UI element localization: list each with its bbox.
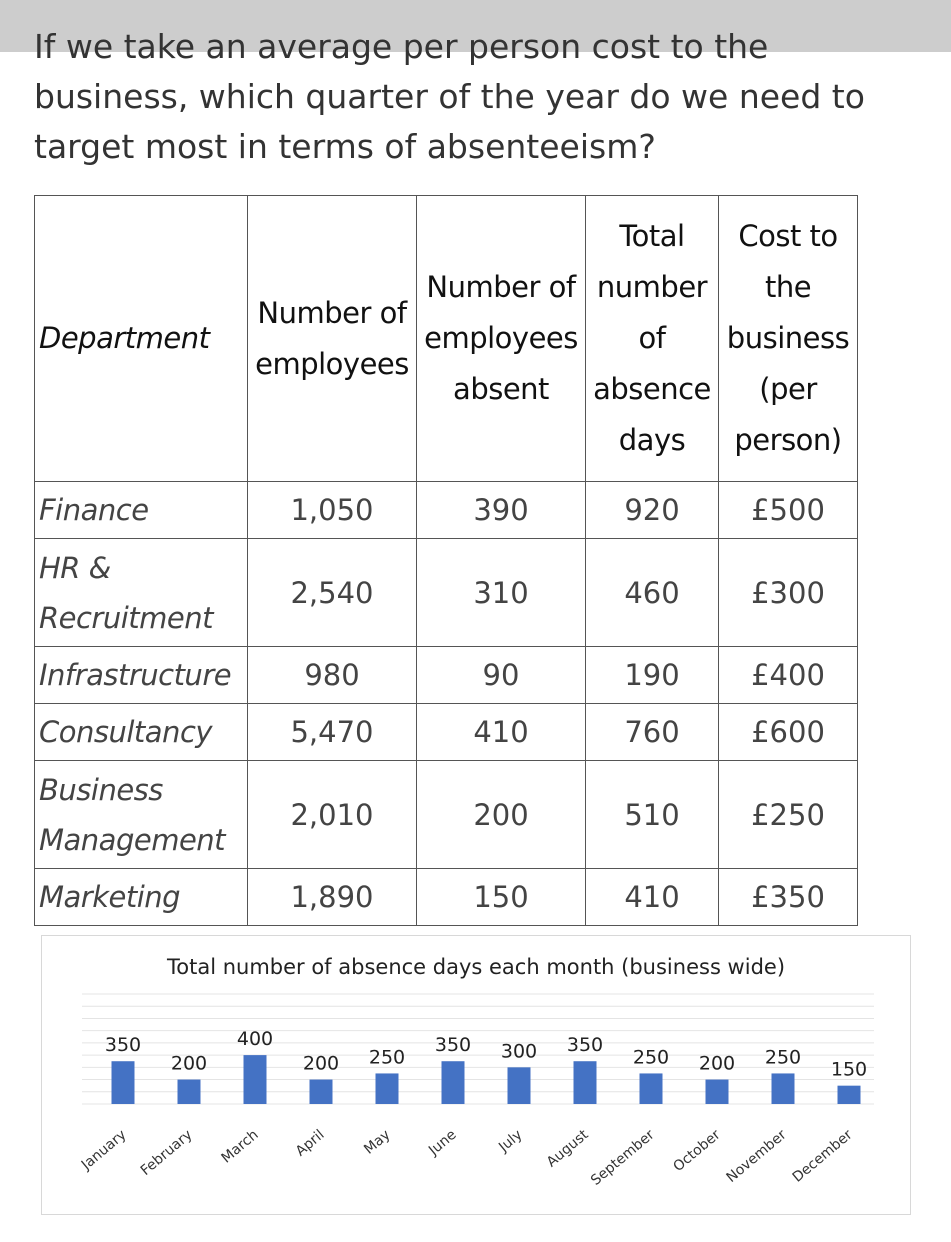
cell-cost: £250: [719, 761, 858, 869]
data-label: 200: [170, 1052, 208, 1075]
category-label: August: [543, 1126, 592, 1171]
category-label: May: [361, 1126, 394, 1158]
data-label: 200: [302, 1052, 340, 1075]
cell-days: 460: [586, 539, 719, 647]
category-label: July: [495, 1126, 526, 1156]
bar-march: [244, 1055, 267, 1104]
category-label: October: [670, 1126, 724, 1176]
bar-october: [706, 1080, 729, 1104]
cell-absent: 200: [417, 761, 586, 869]
table-row: [35, 761, 858, 869]
bar-february: [178, 1080, 201, 1104]
table-row: [35, 482, 858, 539]
cell-absent: 150: [417, 869, 586, 926]
cell-department: Infrastructure: [35, 647, 248, 704]
question-text: If we take an average per person cost to the business, which quarter of the year do we need to target most in terms of absenteeism?: [34, 27, 865, 166]
data-label: 350: [104, 1034, 142, 1057]
header-department: Department: [35, 196, 248, 482]
cell-employees: 5,470: [248, 704, 417, 761]
absence-table: [34, 195, 858, 926]
data-label: 250: [632, 1046, 670, 1069]
table-row: [35, 704, 858, 761]
category-label: November: [723, 1126, 790, 1186]
cell-cost: £500: [719, 482, 858, 539]
data-label: 300: [500, 1040, 538, 1063]
cell-days: 510: [586, 761, 719, 869]
header-absent: Number of employees absent: [417, 196, 586, 482]
cell-employees: 1,050: [248, 482, 417, 539]
cell-cost: £600: [719, 704, 858, 761]
bar-april: [310, 1080, 333, 1104]
cell-department: Marketing: [35, 869, 248, 926]
data-label: 200: [698, 1052, 736, 1075]
cell-employees: 2,010: [248, 761, 417, 869]
cell-days: 760: [586, 704, 719, 761]
data-label: 400: [236, 1028, 274, 1051]
cell-cost: £300: [719, 539, 858, 647]
data-label: 350: [434, 1034, 472, 1057]
cell-absent: 90: [417, 647, 586, 704]
bar-december: [838, 1086, 861, 1104]
data-label: 250: [764, 1046, 802, 1069]
cell-absent: 310: [417, 539, 586, 647]
cell-employees: 1,890: [248, 869, 417, 926]
category-label: September: [588, 1126, 658, 1189]
cell-department: Consultancy: [35, 704, 248, 761]
data-label: 350: [566, 1034, 604, 1057]
bar-august: [574, 1061, 597, 1104]
bar-july: [508, 1067, 531, 1104]
category-label: January: [78, 1126, 130, 1174]
cell-days: 190: [586, 647, 719, 704]
cell-employees: 2,540: [248, 539, 417, 647]
cell-department: Finance: [35, 482, 248, 539]
bar-january: [112, 1061, 135, 1104]
chart-canvas: [42, 936, 910, 1214]
category-label: March: [218, 1126, 262, 1167]
cell-cost: £400: [719, 647, 858, 704]
cell-employees: 980: [248, 647, 417, 704]
cell-department: Business Management: [35, 761, 248, 869]
table-row: [35, 539, 858, 647]
data-label: 250: [368, 1046, 406, 1069]
absence-chart: [41, 935, 911, 1215]
bar-september: [640, 1073, 663, 1104]
header-absence-days: Total number of absence days: [586, 196, 719, 482]
category-label: February: [137, 1126, 196, 1179]
cell-days: 410: [586, 869, 719, 926]
chart-title: Total number of absence days each month (business wide): [166, 955, 786, 979]
cell-days: 920: [586, 482, 719, 539]
cell-absent: 410: [417, 704, 586, 761]
category-label: April: [292, 1126, 328, 1160]
header-employees: Number of employees: [248, 196, 417, 482]
bar-may: [376, 1073, 399, 1104]
table-row: [35, 869, 858, 926]
cell-absent: 390: [417, 482, 586, 539]
bar-june: [442, 1061, 465, 1104]
category-label: December: [789, 1126, 856, 1186]
data-label: 150: [830, 1058, 868, 1081]
category-label: June: [425, 1126, 460, 1159]
cell-cost: £350: [719, 869, 858, 926]
bar-november: [772, 1073, 795, 1104]
header-cost: Cost to the business (per person): [719, 196, 858, 482]
cell-department: HR & Recruitment: [35, 539, 248, 647]
table-row: [35, 647, 858, 704]
